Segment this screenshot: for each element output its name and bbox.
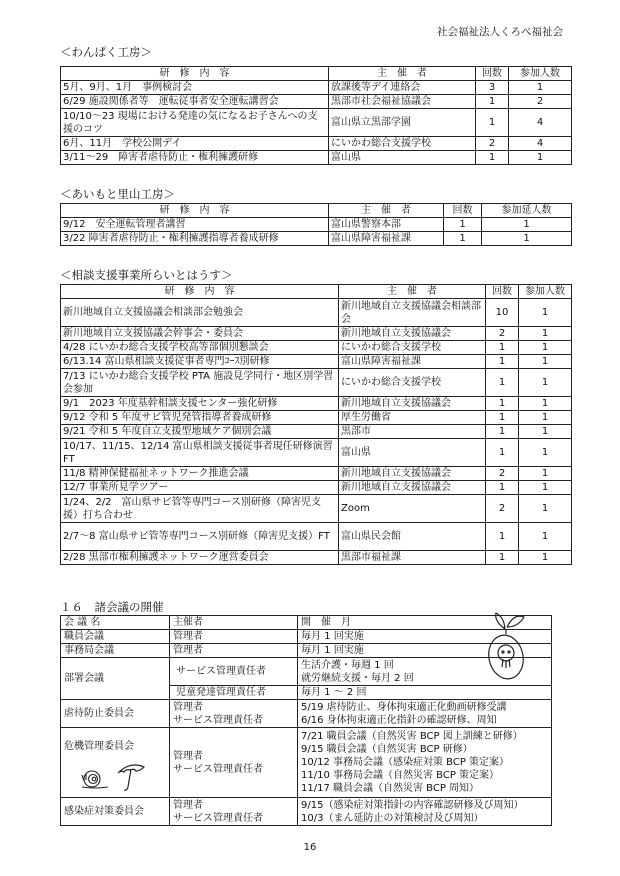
meeting-name: 事務局会議 <box>61 644 170 658</box>
character-body-icon <box>485 632 527 682</box>
organizer: にいかわ総合支援学校 <box>339 369 486 397</box>
training-content: 9/1 2023 年度基幹相談支援センター強化研修 <box>61 397 339 411</box>
host-line: サービス管理責任者 <box>173 763 263 775</box>
schedule-line: 生活介護・毎週 1 回 <box>301 659 394 671</box>
organizer: 富山県 <box>339 439 486 467</box>
col-header: 参加人数 <box>519 285 572 299</box>
host-line: サービス管理責任者 <box>173 812 263 824</box>
training-table-lighthouse <box>60 284 572 565</box>
participants: 1 <box>519 327 572 341</box>
host-line: サービス管理責任者 <box>173 714 263 726</box>
training-content: 新川地域自立支援協議会相談部会勉強会 <box>61 299 339 327</box>
snail-icon <box>82 771 108 788</box>
organizer: 新川地域自立支援協議会 <box>339 397 486 411</box>
count: 1 <box>476 151 509 165</box>
training-content: 10/10～23 現場における発達の気になるお子さんへの支援のコツ <box>61 109 329 137</box>
table-row <box>61 109 572 137</box>
count: 1 <box>476 109 509 137</box>
col-header: 主 催 者 <box>329 67 476 81</box>
participants: 1 <box>509 81 572 95</box>
count: 1 <box>486 425 519 439</box>
col-header-schedule: 開 催 月 <box>298 616 552 630</box>
table-row <box>61 95 572 109</box>
count: 1 <box>486 411 519 425</box>
training-content: 2/7～8 富山県サビ管等専門コース別研修（障害児支援）FT <box>61 523 339 551</box>
schedule-line: 5/19 虐待防止、身体拘束適正化動画研修受講 <box>301 701 507 713</box>
col-header: 研 修 内 容 <box>61 67 329 81</box>
organizer: 富山県障害福祉課 <box>339 355 486 369</box>
meeting-name-text: 危機管理委員会 <box>64 741 134 752</box>
col-header: 主 催 者 <box>339 285 486 299</box>
participants: 4 <box>509 137 572 151</box>
training-content: 9/12 安全運転管理者講習 <box>61 218 329 232</box>
organizer: にいかわ総合支援学校 <box>329 137 476 151</box>
organizer: 放課後等デイ連絡会 <box>329 81 476 95</box>
training-table-wanpaku <box>60 66 572 165</box>
meeting-schedule: 毎月 1 ～ 2 回 <box>298 686 552 700</box>
participants: 1 <box>519 523 572 551</box>
col-header: 研 修 内 容 <box>61 204 329 218</box>
organizer: 富山県障害福祉課 <box>329 232 444 246</box>
training-table-aimoto <box>60 203 572 246</box>
count: 2 <box>486 327 519 341</box>
participants: 2 <box>509 95 572 109</box>
col-header: 回数 <box>486 285 519 299</box>
participants: 1 <box>519 439 572 467</box>
count: 1 <box>486 355 519 369</box>
schedule-line: 11/17 職員会議（自然災害 BCP 周知） <box>301 783 480 794</box>
schedule-line: 6/16 身体拘束適正化指針の確認研修、周知 <box>301 714 497 726</box>
table-row <box>61 481 572 495</box>
participants: 1 <box>519 425 572 439</box>
table-row <box>61 81 572 95</box>
participants: 1 <box>519 467 572 481</box>
participants: 1 <box>519 411 572 425</box>
training-content: 3/22 障害者虐待防止・権利擁護指導者養成研修 <box>61 232 329 246</box>
col-header: 回数 <box>444 204 482 218</box>
training-content: 2/28 黒部市権利擁護ネットワーク運営委員会 <box>61 551 339 565</box>
training-content: 6月、11月 学校公開デイ <box>61 137 329 151</box>
training-content: 新川地域自立支援協議会幹事会・委員会 <box>61 327 339 341</box>
organizer: にいかわ総合支援学校 <box>339 341 486 355</box>
col-header-meeting: 会 議 名 <box>61 616 170 630</box>
table-row <box>61 425 572 439</box>
table-row <box>61 523 572 551</box>
training-content: 10/17、11/15、12/14 富山県相談支援従事者現任研修演習 FT <box>61 439 339 467</box>
organizer: 富山県立黒部学園 <box>329 109 476 137</box>
count: 3 <box>476 81 509 95</box>
meeting-schedule: 毎月 1 回実施 <box>298 630 552 644</box>
organizer: 富山県警察本部 <box>329 218 444 232</box>
participants: 1 <box>519 551 572 565</box>
participants: 1 <box>509 151 572 165</box>
table-row <box>61 218 572 232</box>
count: 1 <box>486 341 519 355</box>
participants: 1 <box>519 369 572 397</box>
organizer: 新川地域自立支援協議会 <box>339 467 486 481</box>
table-row <box>61 411 572 425</box>
meeting-host <box>170 728 298 798</box>
snail-umbrella-illustration <box>64 757 160 797</box>
schedule-line: 11/10 事務局会議（自然災害 BCP 策定案） <box>301 770 500 781</box>
page-number: 16 <box>303 842 317 853</box>
participants: 1 <box>519 355 572 369</box>
table-row <box>61 551 572 565</box>
table-row <box>61 232 572 246</box>
meeting-host: 管理者 <box>170 644 298 658</box>
training-content: 6/29 施設関係者等 運転従事者安全運転講習会 <box>61 95 329 109</box>
training-content: 6/13.14 富山県相談支援従事者専門ｺｰｽ別研修 <box>61 355 339 369</box>
participants: 1 <box>519 299 572 327</box>
table-row <box>61 369 572 397</box>
section-title-aimoto: ＜あいもと里山工房＞ <box>60 187 175 201</box>
meeting-name: 虐待防止委員会 <box>61 700 170 728</box>
leaf-left-icon <box>496 613 505 629</box>
table-row <box>61 467 572 481</box>
meeting-host: 児童発達管理責任者 <box>170 686 298 700</box>
meeting-schedule: 毎月 1 回実施 <box>298 644 552 658</box>
table-row <box>61 397 572 411</box>
participants: 1 <box>519 495 572 523</box>
table-row <box>61 327 572 341</box>
count: 1 <box>486 481 519 495</box>
count: 10 <box>486 299 519 327</box>
table-row <box>61 355 572 369</box>
table-row <box>61 341 572 355</box>
participants: 1 <box>482 232 572 246</box>
participants: 4 <box>509 109 572 137</box>
participants: 1 <box>519 341 572 355</box>
table-row <box>61 151 572 165</box>
table-row <box>61 137 572 151</box>
col-header: 参加延人数 <box>482 204 572 218</box>
training-content: 5月、9月、1月 事例検討会 <box>61 81 329 95</box>
organizer: 黒部市福祉課 <box>339 551 486 565</box>
count: 1 <box>486 369 519 397</box>
col-header: 研 修 内 容 <box>61 285 339 299</box>
meeting-host <box>170 798 298 826</box>
organizer: Zoom <box>339 495 486 523</box>
training-content: 3/11～29 障害者虐待防止・権利擁護研修 <box>61 151 329 165</box>
section-title-wanpaku: ＜わんぱく工房＞ <box>60 45 152 59</box>
meeting-name: 部署会議 <box>61 658 170 700</box>
col-header: 主 催 者 <box>329 204 444 218</box>
meeting-schedule <box>298 798 552 826</box>
section-title-meetings: １６ 諸会議の開催 <box>60 600 164 614</box>
col-header: 回数 <box>476 67 509 81</box>
sprout-character-illustration <box>478 607 534 683</box>
host-line: 管理者 <box>173 701 203 713</box>
table-row <box>61 299 572 327</box>
schedule-line: 9/15 職員会議（自然災害 BCP 研修） <box>301 744 473 755</box>
host-line: 管理者 <box>173 799 203 811</box>
meeting-host: サービス管理責任者 <box>170 658 298 686</box>
count: 1 <box>486 551 519 565</box>
organizer: 富山県 <box>329 151 476 165</box>
training-content: 4/28 にいかわ総合支援学校高等部個別懇談会 <box>61 341 339 355</box>
count: 2 <box>486 495 519 523</box>
count: 1 <box>476 95 509 109</box>
training-content: 11/8 精神保健福祉ネットワーク推進会議 <box>61 467 339 481</box>
organization-name: 社会福祉法人くろべ福祉会 <box>437 26 563 38</box>
schedule-line: 就労継続支援・毎月 2 回 <box>301 672 414 684</box>
count: 1 <box>486 397 519 411</box>
training-content: 9/21 令和 5 年度自立支援型地域ケア個別会議 <box>61 425 339 439</box>
col-header-host: 主催者 <box>170 616 298 630</box>
organizer: 新川地域自立支援協議会 <box>339 327 486 341</box>
count: 2 <box>476 137 509 151</box>
schedule-line: 10/3（まん延防止の対策検討及び周知） <box>301 812 484 824</box>
training-content: 1/24、2/2 富山県サビ管等専門コース別研修（障害児支援）打ち合わせ <box>61 495 339 523</box>
schedule-line: 9/15（感染症対策指針の内容確認研修及び周知） <box>301 799 524 811</box>
meeting-host <box>170 700 298 728</box>
umbrella-icon <box>118 765 144 790</box>
host-line: 管理者 <box>173 750 203 762</box>
schedule-line: 10/12 事務局会議（感染症対策 BCP 策定案） <box>301 757 510 768</box>
participants: 1 <box>482 218 572 232</box>
organizer: 新川地域自立支援協議会相談部会 <box>339 299 486 327</box>
meeting-schedule <box>298 728 552 798</box>
training-content: 9/12 令和 5 年度サビ管児発管指導者養成研修 <box>61 411 339 425</box>
participants: 1 <box>519 397 572 411</box>
organizer: 黒部市社会福祉協議会 <box>329 95 476 109</box>
organizer: 厚生労働省 <box>339 411 486 425</box>
meeting-schedule <box>298 700 552 728</box>
count: 1 <box>444 232 482 246</box>
schedule-line: 7/21 職員会議（自然災害 BCP 図上訓練と研修） <box>301 731 523 742</box>
count: 2 <box>486 467 519 481</box>
count: 1 <box>486 523 519 551</box>
training-content: 7/13 にいかわ総合支援学校 PTA 施設見学同行・地区別学習会参加 <box>61 369 339 397</box>
table-row <box>61 439 572 467</box>
count: 1 <box>444 218 482 232</box>
table-row <box>61 495 572 523</box>
meeting-name <box>61 728 170 798</box>
organizer: 新川地域自立支援協議会 <box>339 481 486 495</box>
meeting-name: 感染症対策委員会 <box>61 798 170 826</box>
organizer: 富山県民会館 <box>339 523 486 551</box>
leaf-right-icon <box>507 616 524 627</box>
col-header: 参加人数 <box>509 67 572 81</box>
organizer: 黒部市 <box>339 425 486 439</box>
section-title-lighthouse: ＜相談支援事業所らいとはうす＞ <box>60 268 233 282</box>
participants: 1 <box>519 481 572 495</box>
meeting-host: 管理者 <box>170 630 298 644</box>
training-content: 12/7 事業所見学ツアー <box>61 481 339 495</box>
count: 1 <box>486 439 519 467</box>
meeting-name: 職員会議 <box>61 630 170 644</box>
